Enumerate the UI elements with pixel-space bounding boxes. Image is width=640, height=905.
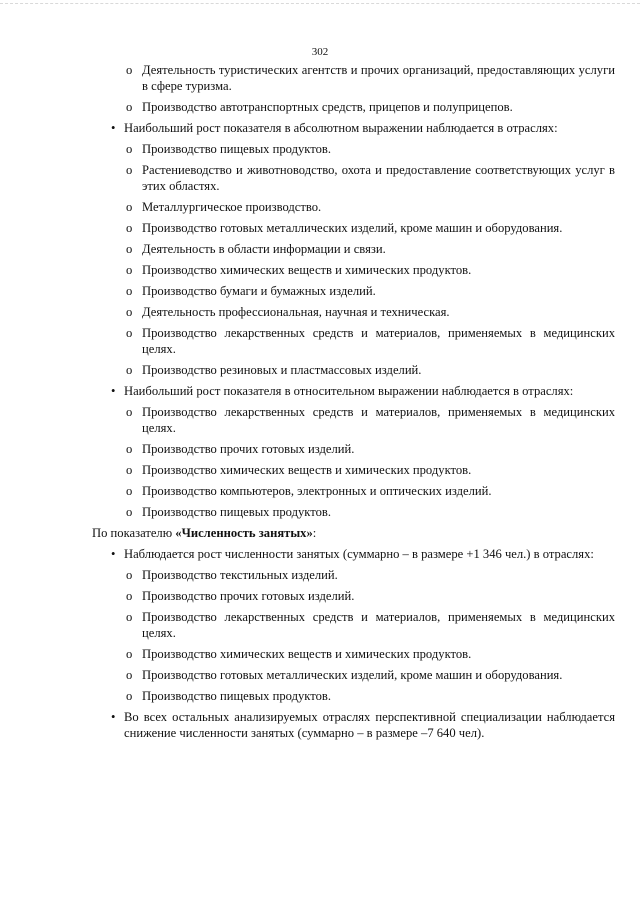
circle-bullet-icon: o bbox=[126, 505, 133, 519]
list-item: o Производство химических веществ и химических продуктов. bbox=[126, 263, 472, 277]
circle-bullet-icon: o bbox=[126, 200, 133, 214]
list-item: o Производство прочих готовых изделий. bbox=[126, 442, 355, 456]
list-item: o Производство автотранспортных средств, прицепов и полуприцепов. bbox=[126, 100, 513, 114]
list-item: o Производство пищевых продуктов. bbox=[126, 142, 331, 156]
indicator-name: «Численность занятых» bbox=[175, 526, 313, 540]
list-item: o Производство прочих готовых изделий. bbox=[126, 589, 355, 603]
circle-bullet-icon: o bbox=[126, 326, 133, 340]
sublist-relative-growth bbox=[92, 404, 615, 520]
scan-top-edge bbox=[0, 3, 640, 4]
list-item: o Деятельность в области информации и связи. bbox=[126, 242, 386, 256]
circle-bullet-icon: o bbox=[126, 100, 133, 114]
bullet-icon: • bbox=[111, 384, 116, 398]
circle-bullet-icon: o bbox=[126, 668, 133, 682]
bullet-icon: • bbox=[111, 710, 116, 724]
circle-bullet-icon: o bbox=[126, 589, 133, 603]
bullet-icon: • bbox=[111, 547, 116, 561]
circle-bullet-icon: o bbox=[126, 405, 133, 419]
circle-bullet-icon: o bbox=[126, 63, 133, 77]
sublist-continued bbox=[92, 62, 615, 115]
list-item: o Производство готовых металлических изделий, кроме машин и оборудования. bbox=[126, 668, 563, 682]
list-item: o Деятельность туристических агентств и прочих организаций, предоставляющих услуги в сфере туризма. bbox=[126, 63, 615, 93]
bullet-relative-growth: • Наибольший рост показателя в относительном выражении наблюдается в отраслях: bbox=[111, 384, 574, 398]
circle-bullet-icon: o bbox=[126, 284, 133, 298]
bullet-icon: • bbox=[111, 121, 116, 135]
list-item: o Производство готовых металлических изделий, кроме машин и оборудования. bbox=[126, 221, 563, 235]
bullet-employment-growth: • Наблюдается рост численности занятых (суммарно – в размере +1 346 чел.) в отраслях: bbox=[111, 547, 594, 561]
list-item: o Производство компьютеров, электронных и оптических изделий. bbox=[126, 484, 492, 498]
list-item: o Производство химических веществ и химических продуктов. bbox=[126, 463, 472, 477]
list-item: o Металлургическое производство. bbox=[126, 200, 322, 214]
circle-bullet-icon: o bbox=[126, 142, 133, 156]
circle-bullet-icon: o bbox=[126, 568, 133, 582]
circle-bullet-icon: o bbox=[126, 363, 133, 377]
circle-bullet-icon: o bbox=[126, 305, 133, 319]
circle-bullet-icon: o bbox=[126, 484, 133, 498]
list-item: o Производство текстильных изделий. bbox=[126, 568, 338, 582]
list-item: o Производство резиновых и пластмассовых изделий. bbox=[126, 363, 422, 377]
list-item: o Растениеводство и животноводство, охота и предоставление соответствующих услуг в этих областях. bbox=[126, 163, 615, 193]
circle-bullet-icon: o bbox=[126, 163, 133, 177]
sublist-employment-growth bbox=[92, 567, 615, 704]
circle-bullet-icon: o bbox=[126, 263, 133, 277]
circle-bullet-icon: o bbox=[126, 221, 133, 235]
circle-bullet-icon: o bbox=[126, 610, 133, 624]
circle-bullet-icon: o bbox=[126, 242, 133, 256]
circle-bullet-icon: o bbox=[126, 463, 133, 477]
bullet-absolute-growth: • Наибольший рост показателя в абсолютном выражении наблюдается в отраслях: bbox=[111, 121, 558, 135]
circle-bullet-icon: o bbox=[126, 647, 133, 661]
list-item: o Производство пищевых продуктов. bbox=[126, 505, 331, 519]
list-item: o Производство бумаги и бумажных изделий. bbox=[126, 284, 376, 298]
sublist-absolute-growth bbox=[92, 141, 615, 378]
circle-bullet-icon: o bbox=[126, 442, 133, 456]
list-item: o Производство химических веществ и химических продуктов. bbox=[126, 647, 472, 661]
list-item: o Производство лекарственных средств и материалов, применяемых в медицинских целях. bbox=[126, 610, 615, 640]
page-content bbox=[92, 62, 615, 746]
indicator-paragraph: По показателю «Численность занятых»: bbox=[92, 526, 317, 540]
list-item: o Производство лекарственных средств и материалов, применяемых в медицинских целях. bbox=[126, 326, 615, 356]
bullet-employment-decline: • Во всех остальных анализируемых отраслях перспективной специализации наблюдается снижение численности занятых (суммарно – в размере –7 640 чел). bbox=[111, 710, 615, 740]
list-item: o Производство лекарственных средств и материалов, применяемых в медицинских целях. bbox=[126, 405, 615, 435]
list-item: o Деятельность профессиональная, научная и техническая. bbox=[126, 305, 450, 319]
circle-bullet-icon: o bbox=[126, 689, 133, 703]
page-number: 302 bbox=[311, 46, 329, 58]
list-item: o Производство пищевых продуктов. bbox=[126, 689, 331, 703]
